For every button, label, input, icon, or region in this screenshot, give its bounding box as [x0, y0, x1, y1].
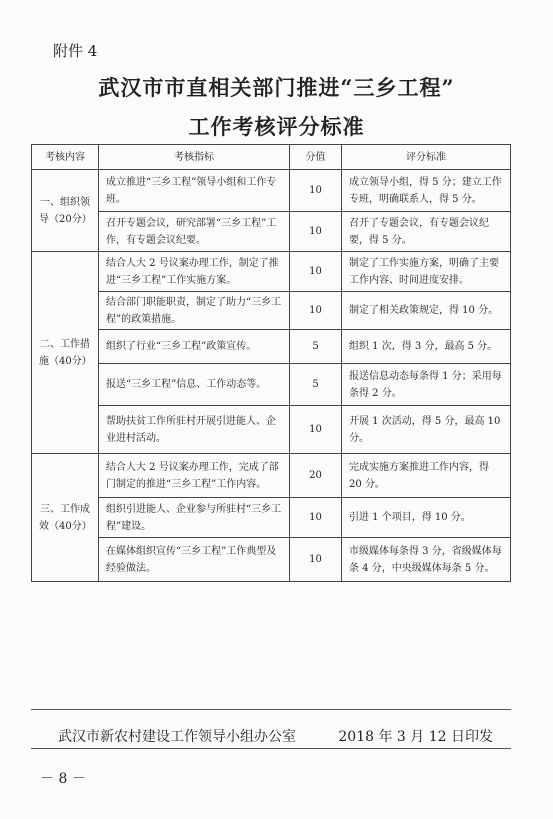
indicator-cell: 组织了行业“三乡工程”政策宣传。 [99, 330, 290, 364]
criteria-cell: 成立领导小组，得 5 分；建立工作专班，明确联系人，得 5 分。 [342, 170, 511, 212]
indicator-cell: 结合人大 2 号议案办理工作，完成了部门制定的推进“三乡工程”工作内容。 [99, 454, 290, 498]
table-row [32, 292, 511, 330]
score-cell: 10 [290, 252, 342, 292]
indicator-cell: 在媒体组织宣传“三乡工程”工作典型及经验做法。 [99, 538, 290, 582]
indicator-cell: 召开专题会议，研究部署“三乡工程”工作，有专题会议纪要。 [99, 212, 290, 252]
table-row [32, 406, 511, 454]
score-cell: 10 [290, 292, 342, 330]
criteria-cell: 召开了专题会议，有专题会议纪要，得 5 分。 [342, 212, 511, 252]
criteria-cell: 引进 1 个项目，得 10 分。 [342, 498, 511, 538]
criteria-cell: 报送信息动态每条得 1 分；采用每条得 2 分。 [342, 364, 511, 406]
page-number: － 8 － [40, 771, 86, 787]
score-cell: 5 [290, 330, 342, 364]
score-cell: 20 [290, 454, 342, 498]
issuing-office: 武汉市新农村建设工作领导小组办公室 [58, 729, 296, 745]
indicator-cell: 成立推进“三乡工程”领导小组和工作专班。 [99, 170, 290, 212]
column-header: 考核指标 [99, 145, 290, 170]
score-cell: 10 [290, 212, 342, 252]
issue-date: 2018 年 3 月 12 日印发 [338, 729, 493, 745]
table-row [32, 252, 511, 292]
table-row [32, 364, 511, 406]
column-header: 分值 [290, 145, 342, 170]
criteria-cell: 制定了相关政策规定，得 10 分。 [342, 292, 511, 330]
category-cell: 二、工作措施（40分） [32, 252, 99, 454]
column-header: 考核内容 [32, 145, 99, 170]
criteria-cell: 完成实施方案推进工作内容，得 20 分。 [342, 454, 511, 498]
indicator-cell: 结合部门职能职责，制定了助力“三乡工程”的政策措施。 [99, 292, 290, 330]
criteria-cell: 市级媒体每条得 3 分，省级媒体每条 4 分，中央级媒体每条 5 分。 [342, 538, 511, 582]
document-title-line1: 武汉市市直相关部门推进“三乡工程” [98, 75, 455, 100]
scoring-table [31, 144, 511, 582]
score-cell: 10 [290, 498, 342, 538]
table-row [32, 330, 511, 364]
score-cell: 5 [290, 364, 342, 406]
footer-divider-bottom [31, 748, 511, 749]
table-header-row [32, 145, 511, 170]
table-row [32, 498, 511, 538]
criteria-cell: 组织 1 次，得 3 分，最高 5 分。 [342, 330, 511, 364]
criteria-cell: 制定了工作实施方案，明确了主要工作内容、时间进度安排。 [342, 252, 511, 292]
table-row [32, 538, 511, 582]
indicator-cell: 结合人大 2 号议案办理工作，制定了推进“三乡工程”工作实施方案。 [99, 252, 290, 292]
table-row [32, 454, 511, 498]
score-cell: 10 [290, 538, 342, 582]
footer-divider-top [31, 709, 511, 710]
attachment-label: 附件 4 [53, 42, 98, 60]
document-title-line2: 工作考核评分标准 [188, 114, 365, 139]
indicator-cell: 报送“三乡工程”信息、工作动态等。 [99, 364, 290, 406]
indicator-cell: 组织引进能人、企业参与所驻村“三乡工程”建设。 [99, 498, 290, 538]
category-cell: 三、工作成效（40分） [32, 454, 99, 582]
score-cell: 10 [290, 406, 342, 454]
indicator-cell: 帮助扶贫工作所驻村开展引进能人、企业进村活动。 [99, 406, 290, 454]
score-cell: 10 [290, 170, 342, 212]
column-header: 评分标准 [342, 145, 511, 170]
table-row [32, 170, 511, 212]
table-row [32, 212, 511, 252]
criteria-cell: 开展 1 次活动，得 5 分，最高 10 分。 [342, 406, 511, 454]
table-body [32, 170, 511, 582]
category-cell: 一、组织领导（20分） [32, 170, 99, 252]
